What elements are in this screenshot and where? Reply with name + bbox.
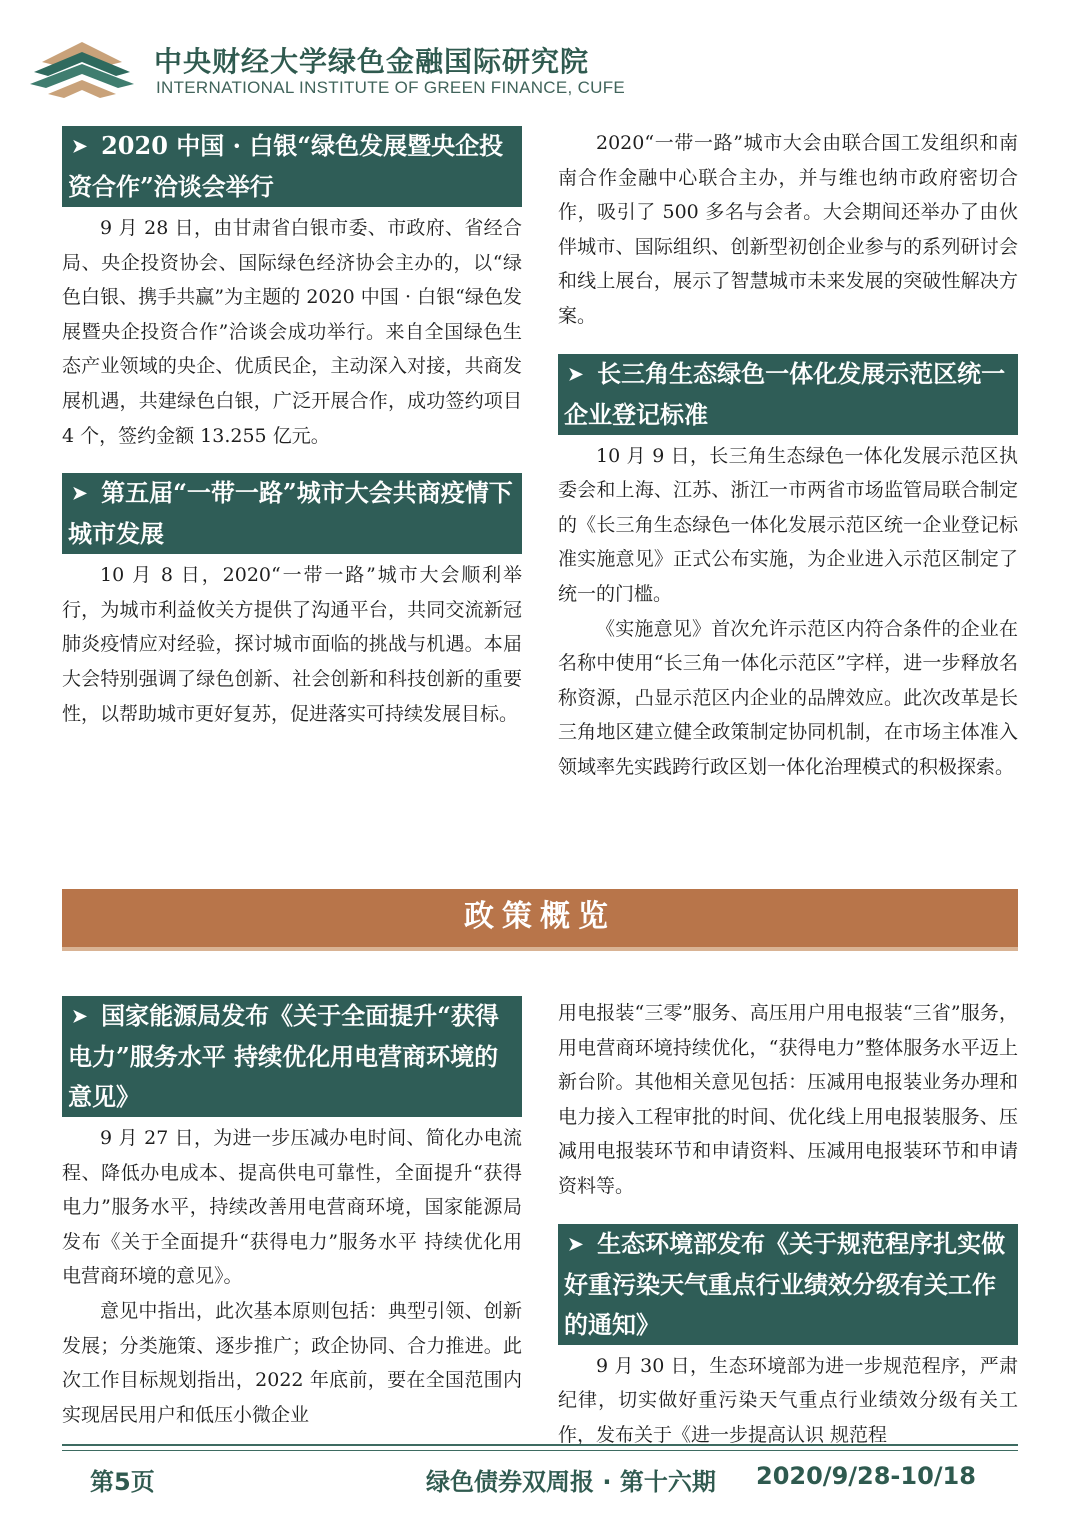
article-heading: [62, 996, 522, 1117]
institute-name-cn: 中央财经大学绿色金融国际研究院: [154, 45, 590, 78]
article-paragraph: 9 月 30 日，生态环境部为进一步规范程序，严肃纪律，切实做好重污染天气重点行业绩效分级有关工作，发布关于《进一步提高认识 规范程: [558, 1354, 1018, 1446]
footer-rule: [62, 1444, 1018, 1446]
article-title: 2020 中国 · 白银“绿色发展暨央企投资合作”洽谈会举行: [68, 131, 504, 201]
iigf-logo-icon: [26, 38, 138, 102]
section-banner-policy: 政策概览: [62, 889, 1018, 951]
arrowhead-bullet-icon: ➤: [72, 483, 88, 505]
article-paragraph: 9 月 28 日，由甘肃省白银市委、市政府、省经合局、央企投资协会、国际绿色经济协会主办的，以“绿色白银、携手共赢”为主题的 2020 中国 · 白银“绿色发展暨央企投资合作”洽谈会成功举行。来自全国绿色生态产业领域的央企、优质民企，主动深入对接，共商发展机遇，共建绿色白银，广泛开展合作，成功签约项目 4 个，签约金额 13.255 亿元。: [62, 217, 522, 447]
right-column-bottom: [558, 996, 1018, 1452]
article-paragraph: 2020“一带一路”城市大会由联合国工发组织和南南合作金融中心联合主办，并与维也纳市政府密切合作，吸引了 500 多名与会者。大会期间还举办了由伙伴城市、国际组织、创新型初创企业参与的系列研讨会和线上展台，展示了智慧城市未来发展的突破性解决方案。: [558, 132, 1018, 327]
right-column-top: [558, 126, 1018, 785]
article-paragraph: 意见中指出，此次基本原则包括：典型引领、创新发展；分类施策、逐步推广；政企协同、合力推进。此次工作目标规划指出，2022 年底前，要在全国范围内实现居民用户和低压小微企业: [62, 1299, 522, 1426]
footer-rule-thin: [62, 1450, 1018, 1451]
article-title: 国家能源局发布《关于全面提升“获得电力”服务水平 持续优化用电营商环境的意见》: [68, 1001, 499, 1111]
article-title: 生态环境部发布《关于规范程序扎实做好重污染天气重点行业绩效分级有关工作的通知》: [564, 1228, 1006, 1339]
arrowhead-bullet-icon: ➤: [568, 363, 584, 385]
article-paragraph: 《实施意见》首次允许示范区内符合条件的企业在名称中使用“长三角一体化示范区”字样，进一步释放名称资源，凸显示范区内企业的品牌效应。此次改革是长三角地区建立健全政策制定协同机制，在市场主体准入领域率先实践跨行政区划一体化治理模式的积极探索。: [558, 617, 1018, 778]
arrowhead-bullet-icon: ➤: [72, 136, 88, 157]
issue-date-range: 2020/9/28-10/18: [756, 1462, 976, 1490]
article-heading: [62, 126, 522, 207]
left-column-top: [62, 126, 522, 731]
article-paragraph: 10 月 8 日，2020“一带一路”城市大会顺利举行，为城市利益攸关方提供了沟通平台，共同交流新冠肺炎疫情应对经验，探讨城市面临的挑战与机遇。本届大会特别强调了绿色创新、社会创新和科技创新的重要性，以帮助城市更好复苏，促进落实可持续发展目标。: [62, 564, 522, 725]
publication-name: 绿色债券双周报 · 第十六期: [426, 1468, 716, 1496]
article-paragraph: 9 月 27 日，为进一步压减办电时间、简化办电流程、降低办电成本、提高供电可靠性，全面提升“获得电力”服务水平，持续改善用电营商环境，国家能源局发布《关于全面提升“获得电力”服务水平 持续优化用电营商环境的意见》。: [62, 1127, 522, 1288]
article-title: 第五届“一带一路”城市大会共商疫情下城市发展: [68, 478, 513, 549]
institute-name-en: INTERNATIONAL INSTITUTE OF GREEN FINANCE, CUFE: [156, 78, 626, 97]
article-paragraph: 10 月 9 日，长三角生态绿色一体化发展示范区执委会和上海、江苏、浙江一市两省市场监管局联合制定的《长三角生态绿色一体化发展示范区统一企业登记标准实施意见》正式公布实施，为企业进入示范区制定了统一的门槛。: [558, 444, 1018, 605]
article-heading: [558, 1224, 1018, 1345]
page-number: 第5页: [90, 1468, 155, 1496]
article-paragraph: 用电报装“三零”服务、高压用户用电报装“三省”服务，用电营商环境持续优化，“获得电力”整体服务水平迈上新台阶。其他相关意见包括：压减用电报装业务办理和电力接入工程审批的时间、优化线上用电报装服务、压减用电报装环节和申请资料、压减用电报装环节和申请资料等。: [558, 1002, 1018, 1197]
article-heading: [62, 473, 522, 554]
arrowhead-bullet-icon: ➤: [72, 1006, 88, 1027]
arrowhead-bullet-icon: ➤: [568, 1233, 584, 1255]
left-column-bottom: [62, 996, 522, 1432]
article-title: 长三角生态绿色一体化发展示范区统一企业登记标准: [564, 358, 1006, 429]
article-heading: [558, 354, 1018, 435]
